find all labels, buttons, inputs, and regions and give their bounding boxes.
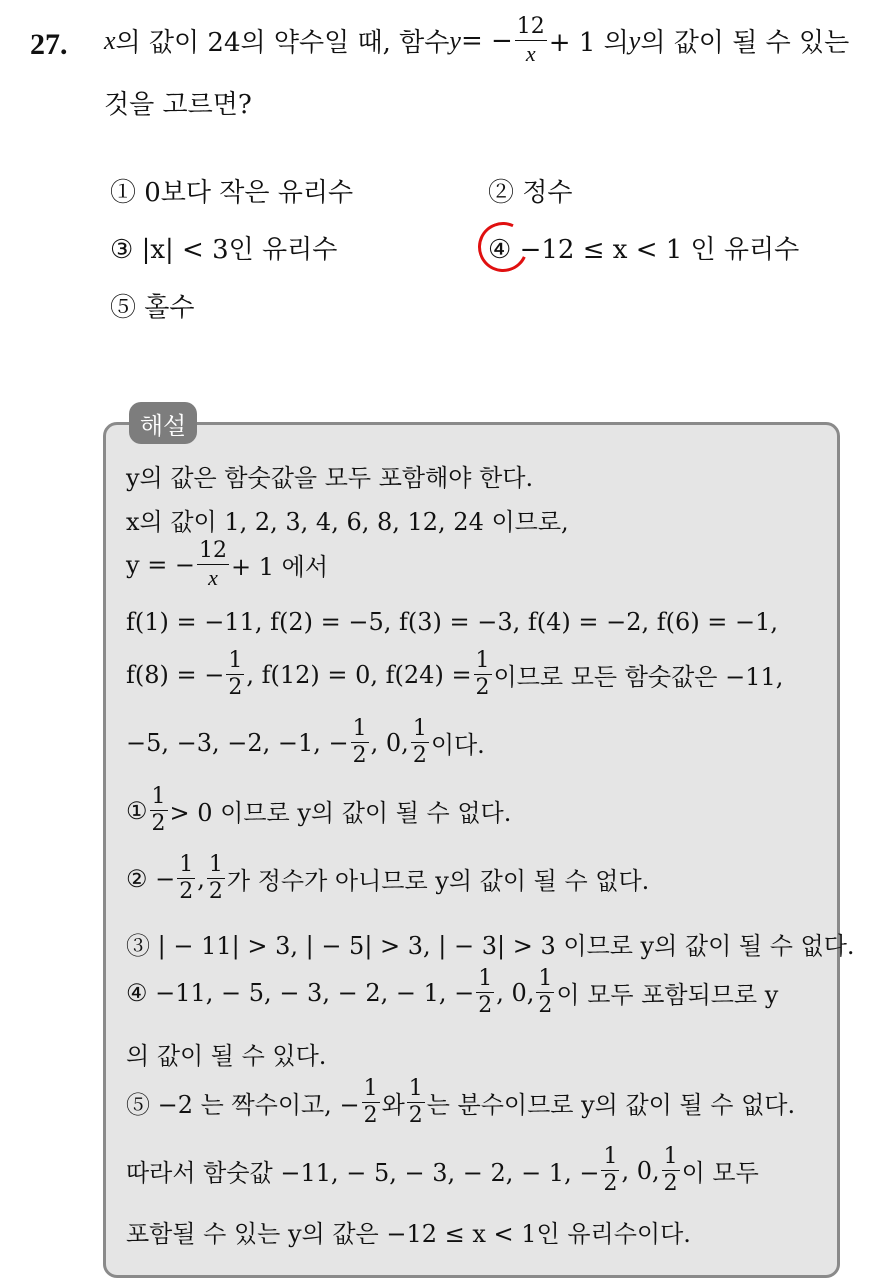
solution-line-13: 따라서 함숫값 −11, − 5, − 3, − 2, − 1, − $\frac{1}{2}$ , 0, $\frac{1}{2}$ 이 모두 xyxy=(126,1144,759,1196)
var-y: y xyxy=(449,25,461,55)
solution-line-14: 포함될 수 있는 y의 값은 −12 ≤ x < 1인 유리수이다. xyxy=(126,1220,691,1248)
question-text-b: = − xyxy=(460,25,513,56)
choice-3[interactable]: ③ |x| < 3인 유리수 xyxy=(110,235,338,265)
solution-line-12: ⑤ −2 는 짝수이고, − $\frac{1}{2}$ 와 $\frac{1}{2}$ 는 분수이므로 y의 값이 될 수 없다. xyxy=(126,1076,796,1128)
question-line-1 xyxy=(104,16,849,65)
solution-line-6: −5, −3, −2, −1, − $\frac{1}{2}$ , 0, $\frac{1}{2}$ 이다. xyxy=(126,716,485,768)
fraction-half: $\frac{1}{2}$ xyxy=(151,784,166,836)
var-x: x xyxy=(104,25,116,55)
var-y-2: y xyxy=(628,25,641,55)
solution-line-8: ② − $\frac{1}{2}$ , $\frac{1}{2}$ 가 정수가 아니므로 y의 값이 될 수 없다. xyxy=(126,852,650,904)
choice-4[interactable] xyxy=(488,229,799,266)
solution-line-1: y의 값은 함숫값을 모두 포함해야 한다. xyxy=(126,464,534,492)
fraction-half: $\frac{1}{2}$ xyxy=(363,1076,378,1128)
fraction-half: $\frac{1}{2}$ xyxy=(412,716,427,768)
fraction-half: $\frac{1}{2}$ xyxy=(228,648,243,700)
solution-line-5: f(8) = − $\frac{1}{2}$ , f(12) = 0, f(24) = $\frac{1}{2}$ 이므로 모든 함숫값은 −11, xyxy=(126,648,784,700)
fraction-half: $\frac{1}{2}$ xyxy=(208,852,223,904)
answer-circle-mark xyxy=(471,215,535,279)
fraction-half: $\frac{1}{2}$ xyxy=(478,966,493,1018)
question-line-2: 것을 고르면? xyxy=(104,90,252,120)
solution-line-9: ③ | − 11| > 3, | − 5| > 3, | − 3| > 3 이므로 y의 값이 될 수 없다. xyxy=(126,932,855,960)
solution-tag: 해설 xyxy=(129,402,197,444)
question-text-a: 의 값이 24의 약수일 때, 함수 xyxy=(115,28,450,58)
fraction-half: $\frac{1}{2}$ xyxy=(663,1144,678,1196)
choice-4-number: ④ xyxy=(488,235,512,265)
solution-line-7: ① $\frac{1}{2}$ > 0 이므로 y의 값이 될 수 없다. xyxy=(126,784,512,836)
fraction-half: $\frac{1}{2}$ xyxy=(603,1144,618,1196)
choice-1[interactable]: ① 0보다 작은 유리수 xyxy=(110,178,354,208)
fraction-half: $\frac{1}{2}$ xyxy=(538,966,553,1018)
choice-2[interactable]: ② 정수 xyxy=(488,178,573,208)
solution-line-11: 의 값이 될 수 있다. xyxy=(126,1042,327,1070)
fraction-half: $\frac{1}{2}$ xyxy=(475,648,490,700)
choice-5[interactable]: ⑤ 홀수 xyxy=(110,293,195,323)
fraction-half: $\frac{1}{2}$ xyxy=(179,852,194,904)
solution-line-10: ④ −11, − 5, − 3, − 2, − 1, − $\frac{1}{2}$ , 0, $\frac{1}{2}$ 이 모두 포함되므로 y xyxy=(126,966,779,1018)
fraction-12-over-x: $\frac{12}{x}$ xyxy=(199,538,228,590)
question-text-d: 의 값이 될 수 있는 xyxy=(640,28,850,58)
solution-line-4: f(1) = −11, f(2) = −5, f(3) = −3, f(4) = −2, f(6) = −1, xyxy=(126,608,779,636)
solution-line-2: x의 값이 1, 2, 3, 4, 6, 8, 12, 24 이므로, xyxy=(126,508,569,536)
fraction-half: $\frac{1}{2}$ xyxy=(408,1076,423,1128)
question-number: 27. xyxy=(30,28,68,61)
question-text-c: + 1 의 xyxy=(548,28,629,58)
fraction-half: $\frac{1}{2}$ xyxy=(352,716,367,768)
choice-4-text: −12 ≤ x < 1 인 유리수 xyxy=(519,235,800,265)
solution-line-3: y = − $\frac{12}{x}$ + 1 에서 xyxy=(126,538,329,590)
fraction-12-over-x: $\frac{12}{x}$ xyxy=(516,14,545,66)
